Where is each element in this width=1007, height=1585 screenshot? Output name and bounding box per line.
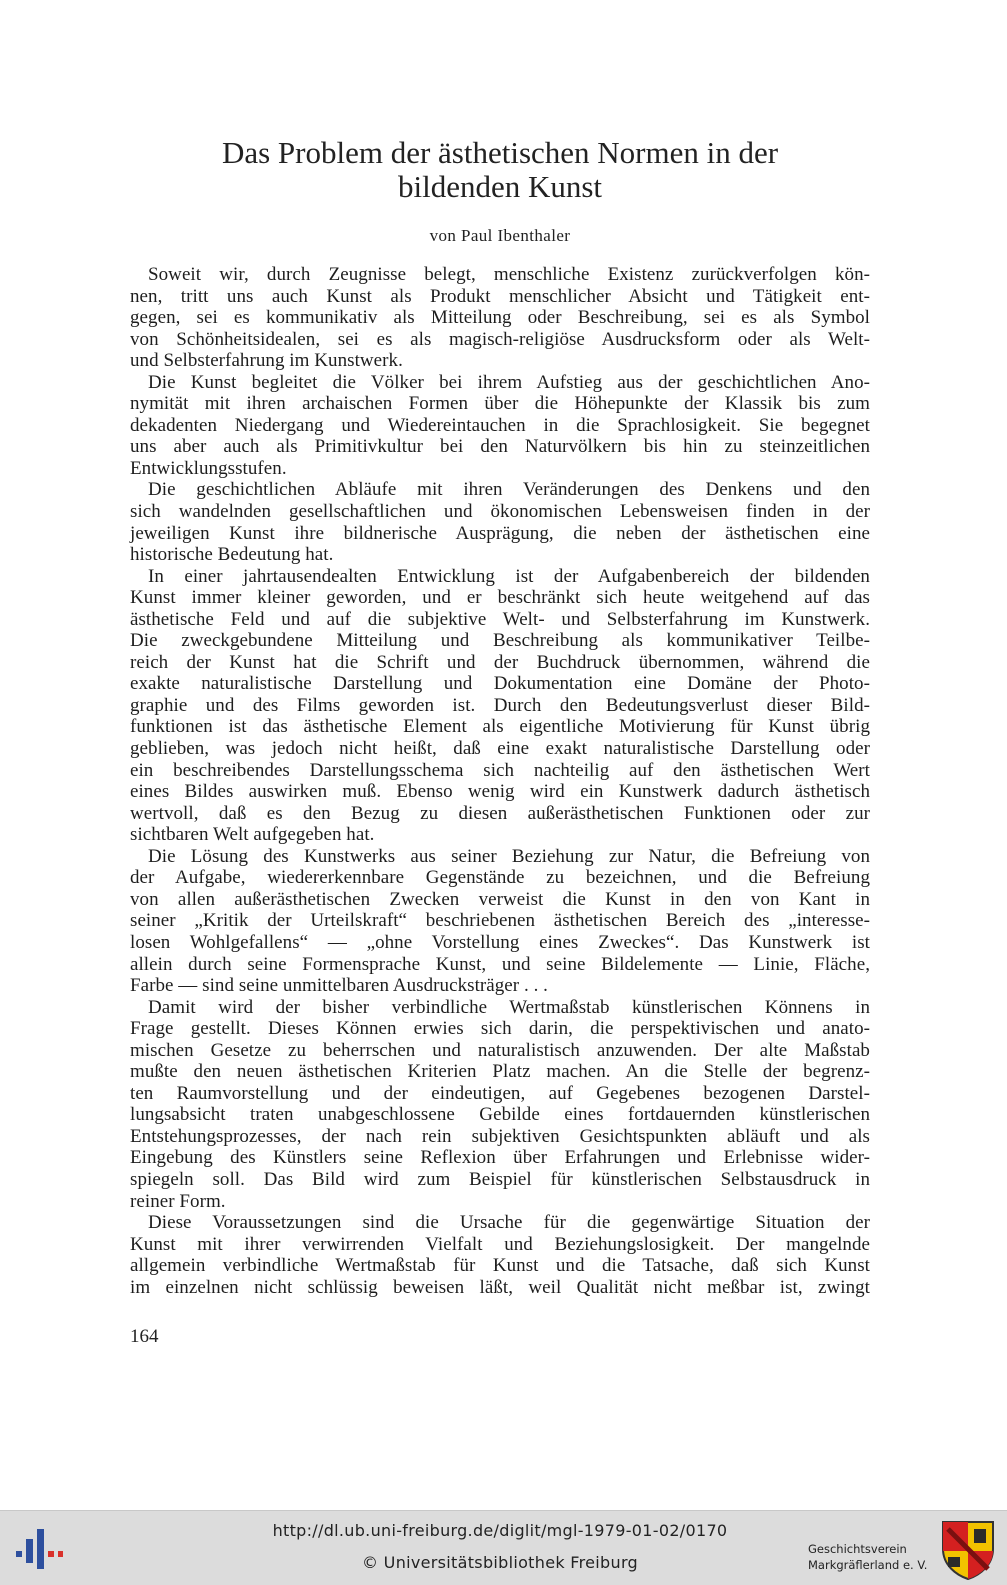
text-line: jeweiligen Kunst ihre bildnerische Ausprägung, die neben der ästhetischen eine: [130, 522, 870, 544]
text-line: Kunst immer kleiner geworden, und er beschränkt sich heute weitgehend auf das: [130, 587, 870, 609]
article-body: [130, 264, 870, 1298]
text-line: von Schönheitsidealen, sei es als magisch-religiöse Ausdrucksform oder als Welt-: [130, 328, 870, 350]
text-line: eines Bildes auswirken muß. Ebenso wenig wird ein Kunstwerk dadurch ästhetisch: [130, 781, 870, 803]
text-line: nymität mit ihren archaischen Formen über die Höhepunkte der Klassik bis zum: [130, 393, 870, 415]
text-line: Die geschichtlichen Abläufe mit ihren Veränderungen des Denkens und den: [148, 479, 870, 501]
text-line: sich wandelnden gesellschaftlichen und ökonomischen Lebensweisen finden in der: [130, 501, 870, 523]
text-line: gegen, sei es kommunikativ als Mitteilung oder Beschreibung, sei es als Symbol: [130, 307, 870, 329]
source-url-link[interactable]: http://dl.ub.uni-freiburg.de/diglit/mgl-1979-01-02/0170: [272, 1521, 728, 1540]
text-line: Entstehungsprozesses, der nach rein subjektiven Gesichtspunkten abläuft und als: [130, 1125, 870, 1147]
text-line: im einzelnen nicht schlüssig beweisen läßt, weil Qualität nicht meßbar ist, zwingt: [130, 1276, 870, 1298]
text-line: dekadenten Niedergang und Wiedereintauchen in die Sprachlosigkeit. Sie begegnet: [130, 414, 870, 436]
text-line: mußte den neuen ästhetischen Kriterien Platz machen. An die Stelle der begrenz-: [130, 1061, 870, 1083]
author-byline: von Paul Ibenthaler: [429, 226, 571, 245]
text-line: uns aber auch als Primitivkultur bei den Naturvölkern bis hin zu steinzeitlichen: [130, 436, 870, 458]
text-line: und Selbsterfahrung im Kunstwerk.: [130, 350, 403, 372]
text-line: nen, tritt uns auch Kunst als Produkt menschlicher Absicht und Tätigkeit ent-: [130, 285, 870, 307]
text-line: In einer jahrtausendealten Entwicklung ist der Aufgabenbereich der bildenden: [148, 565, 870, 587]
page-number: 164: [130, 1326, 159, 1347]
text-line: Die zweckgebundene Mitteilung und Beschreibung als kommunikativer Teilbe-: [130, 630, 870, 652]
text-line: Frage gestellt. Dieses Können erwies sich darin, die perspektivischen und anato-: [130, 1018, 870, 1040]
society-line-1: Geschichtsverein: [808, 1542, 907, 1556]
text-line: Diese Voraussetzungen sind die Ursache für die gegenwärtige Situation der: [148, 1212, 870, 1234]
text-line: graphie und des Films geworden ist. Durch den Bedeutungsverlust dieser Bild-: [130, 694, 870, 716]
article-title: [130, 136, 870, 204]
text-line: Die Lösung des Kunstwerks aus seiner Beziehung zur Natur, die Befreiung von: [148, 845, 870, 867]
text-line: seiner „Kritik der Urteilskraft“ beschriebenen ästhetischen Bereich des „interesse-: [130, 910, 870, 932]
text-line: allein durch seine Formensprache Kunst, und seine Bildelemente — Linie, Fläche,: [130, 953, 870, 975]
text-line: wertvoll, daß es den Bezug zu diesen außerästhetischen Funktionen oder zur: [130, 802, 870, 824]
copyright-notice: © Universitätsbibliothek Freiburg: [362, 1553, 638, 1572]
text-line: sichtbaren Welt aufgegeben hat.: [130, 824, 375, 846]
text-line: losen Wohlgefallens“ — „ohne Vorstellung eines Zweckes“. Das Kunstwerk ist: [130, 931, 870, 953]
text-line: Damit wird der bisher verbindliche Wertmaßstab künstlerischen Könnens in: [148, 996, 870, 1018]
text-line: reiner Form.: [130, 1190, 226, 1212]
text-line: historische Bedeutung hat.: [130, 544, 334, 566]
text-line: reich der Kunst hat die Schrift und der Buchdruck übernommen, während die: [130, 651, 870, 673]
text-line: ein beschreibendes Darstellungsschema sich nachteilig auf den ästhetischen Wert: [130, 759, 870, 781]
text-line: Eingebung des Künstlers seine Reflexion über Erfahrungen und Erlebnisse wider-: [130, 1147, 870, 1169]
text-line: Kunst mit ihrer verwirrenden Vielfalt und Beziehungslosigkeit. Der mangelnde: [130, 1233, 870, 1255]
text-line: von allen außerästhetischen Zwecken verweist die Kunst in den von Kant in: [130, 888, 870, 910]
footer-bar: [0, 1510, 1007, 1585]
title-line-1: Das Problem der ästhetischen Normen in der: [221, 135, 779, 170]
coat-of-arms-icon[interactable]: [940, 1519, 996, 1581]
text-line: lungsabsicht traten unabgeschlossene Gebilde eines fortdauernden künstlerischen: [130, 1104, 870, 1126]
text-line: Soweit wir, durch Zeugnisse belegt, menschliche Existenz zurückverfolgen kön-: [148, 264, 870, 285]
society-line-2: Markgräflerland e. V.: [808, 1558, 928, 1572]
text-line: Die Kunst begleitet die Völker bei ihrem Aufstieg aus der geschichtlichen Ano-: [148, 371, 870, 393]
text-line: mischen Gesetze zu beherrschen und naturalistisch anzuwenden. Der alte Maßstab: [130, 1039, 870, 1061]
text-line: Entwicklungsstufen.: [130, 457, 287, 479]
title-line-2: bildenden Kunst: [397, 169, 603, 204]
society-name: [808, 1541, 928, 1573]
text-line: allgemein verbindliche Wertmaßstab für Kunst und die Tatsache, daß sich Kunst: [130, 1255, 870, 1277]
text-line: geblieben, was jedoch nicht heißt, daß eine exakt naturalistische Darstellung oder: [130, 738, 870, 760]
text-line: ästhetische Feld und auf die subjektive Welt- und Selbsterfahrung im Kunstwerk.: [130, 608, 870, 630]
text-line: Farbe — sind seine unmittelbaren Ausdrucksträger . . .: [130, 975, 548, 997]
text-line: spiegeln soll. Das Bild wird zum Beispiel für künstlerischen Selbstausdruck in: [130, 1168, 870, 1190]
text-line: der Aufgabe, wiedererkennbare Gegenstände zu bezeichnen, und die Befreiung: [130, 867, 870, 889]
text-line: funktionen ist das ästhetische Element als eigentliche Motivierung für Kunst übrig: [130, 716, 870, 738]
text-line: ten Raumvorstellung und der eindeutigen, auf Gegebenes bezogenen Darstel-: [130, 1082, 870, 1104]
text-line: exakte naturalistische Darstellung und Dokumentation eine Domäne der Photo-: [130, 673, 870, 695]
ub-freiburg-logo-icon[interactable]: [14, 1525, 64, 1573]
